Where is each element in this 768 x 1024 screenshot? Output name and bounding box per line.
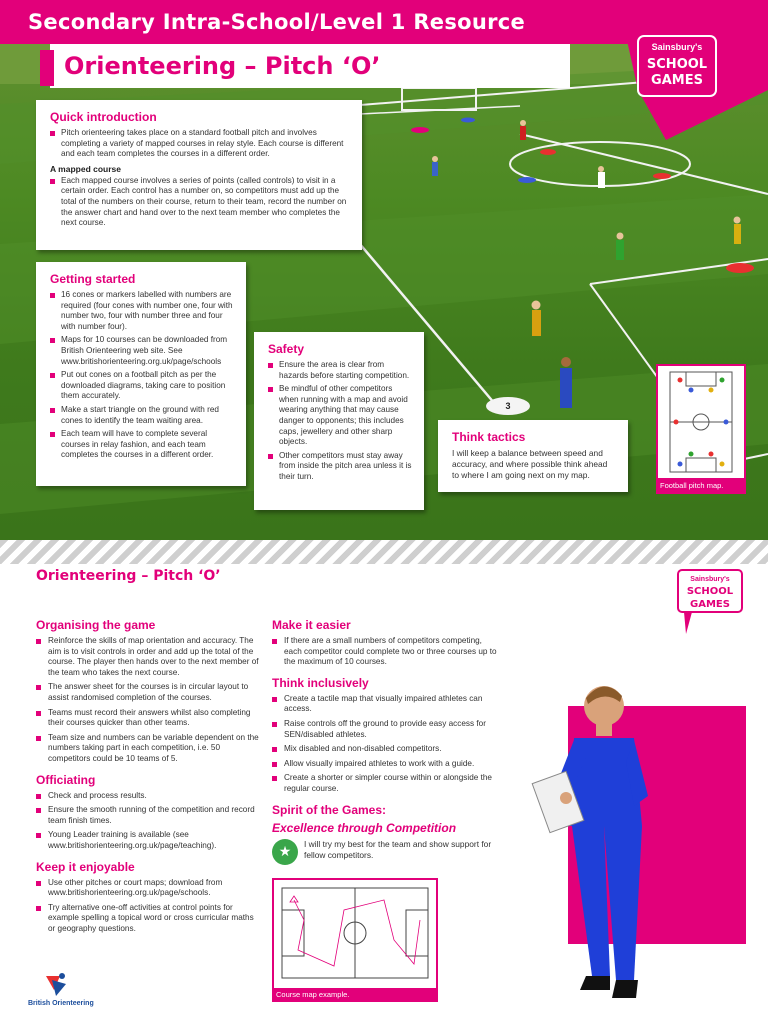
- player-figure: [616, 233, 624, 261]
- spirit-text: I will try my best for the team and show support for fellow competitors.: [304, 838, 492, 860]
- safety-box: [254, 332, 424, 510]
- logo-line2-small: GAMES: [690, 599, 730, 610]
- spirit-row: [272, 839, 498, 865]
- think-inclusively-item: Create a tactile map that visually impaired athletes can access.: [272, 694, 498, 715]
- officiating-item: Check and process results.: [36, 791, 262, 802]
- think-inclusively-item: Create a shorter or simpler course within or alongside the regular course.: [272, 773, 498, 794]
- keep-enjoyable-item: Try alternative one-off activities at control points for example spelling a topical word or cross curricular maths or geography questions.: [36, 903, 262, 935]
- player-figure: [560, 357, 572, 408]
- organising-item: Teams must record their answers whilst also completing their courses quicker than other teams.: [36, 708, 262, 729]
- player-figure: [598, 166, 605, 188]
- keep-enjoyable-item: Use other pitches or court maps; download from www.britishorienteering.org.uk/page/schools.: [36, 878, 262, 899]
- keep-enjoyable-heading: Keep it enjoyable: [36, 859, 135, 874]
- british-orienteering-label: British Orienteering: [28, 1000, 94, 1007]
- athlete-with-map-illustration: [530, 676, 680, 1006]
- left-column: [36, 618, 262, 938]
- player-figure: [734, 217, 742, 245]
- course-map-example: [272, 878, 438, 1002]
- quick-intro-heading: Quick introduction: [50, 110, 157, 124]
- think-tactics-text: I will keep a balance between speed and accuracy, and where possible think ahead to where I am going next on my map.: [452, 448, 608, 480]
- safety-heading: Safety: [268, 342, 305, 356]
- organising-item: Reinforce the skills of map orientation and accuracy. The aim is to visit controls in order and add up the total of the course. The player then hands over to the next member of the team who takes the next course.: [36, 636, 262, 678]
- officiating-heading: Officiating: [36, 772, 96, 787]
- spirit-of-games-icon: ★: [272, 839, 298, 865]
- quick-intro-box: [36, 100, 362, 250]
- section-divider: [0, 540, 768, 564]
- mapped-course-heading: A mapped course: [50, 163, 122, 174]
- school-games-logo: [618, 0, 768, 160]
- officiating-item: Young Leader training is available (see www.britishorienteering.org.uk/page/teaching).: [36, 830, 262, 851]
- section-title: Orienteering – Pitch ‘O’: [36, 568, 221, 584]
- logo-brand-small: Sainsbury's: [690, 576, 730, 583]
- pitch-map-caption: Football pitch map.: [656, 478, 746, 494]
- spirit-subheading: Excellence through Competition: [272, 820, 457, 835]
- getting-started-item: 16 cones or markers labelled with numbers are required (four cones with number one, four with number two, four with number three and four with number four).: [50, 290, 234, 332]
- officiating-item: Ensure the smooth running of the competition and record team finish times.: [36, 805, 262, 826]
- page-title: Orienteering – Pitch ‘O’: [64, 52, 381, 80]
- safety-item: Other competitors must stay away from inside the pitch area unless it is their turn.: [268, 451, 412, 483]
- cone-number: 3: [505, 401, 511, 411]
- player-figure: [432, 156, 438, 176]
- getting-started-item: Make a start triangle on the ground with red cones to identify the team waiting area.: [50, 405, 234, 426]
- school-games-logo-small: [676, 568, 746, 638]
- think-inclusively-item: Raise controls off the ground to provide easy access for SEN/disabled athletes.: [272, 719, 498, 740]
- organising-item: The answer sheet for the courses is in circular layout to assist randomised completion of the courses.: [36, 682, 262, 703]
- quick-intro-item: Pitch orienteering takes place on a standard football pitch and involves completing a variety of mapped courses in relay style. Each course is different and each team completes the courses in a different order.: [50, 128, 350, 160]
- football-pitch-map: [656, 364, 746, 494]
- organising-heading: Organising the game: [36, 618, 156, 632]
- mapped-course-item: Each mapped course involves a series of points (called controls) to visit in a certain order. Each control has a number on, so competitors must add up the total of the numbers on their course, return to their team, record the number on the answer chart and hand over to the next team member who completes the next course.: [50, 176, 350, 229]
- logo-line2: GAMES: [651, 73, 703, 88]
- logo-line1-small: SCHOOL: [686, 586, 734, 597]
- middle-column: [272, 618, 498, 865]
- logo-line1: SCHOOL: [646, 57, 708, 72]
- think-inclusively-heading: Think inclusively: [272, 675, 369, 690]
- think-tactics-heading: Think tactics: [452, 430, 526, 444]
- course-map-diagram: [274, 880, 436, 986]
- getting-started-item: Put out cones on a football pitch as per the downloaded diagrams, taking care to position them accurately.: [50, 370, 234, 402]
- make-easier-item: If there are a small numbers of competitors competing, each competitor could complete two or three courses up to the maximum of 10 courses.: [272, 636, 498, 668]
- pitch-map-diagram: [658, 366, 744, 478]
- getting-started-item: Each team will have to complete several courses in relay fashion, and each team completes the courses in a different order.: [50, 429, 234, 461]
- player-figure: [532, 301, 542, 337]
- think-tactics-box: [438, 420, 628, 492]
- getting-started-heading: Getting started: [50, 272, 136, 286]
- spirit-heading: Spirit of the Games:: [272, 802, 387, 817]
- think-inclusively-item: Allow visually impaired athletes to work with a guide.: [272, 759, 498, 770]
- logo-brand: Sainsbury's: [651, 42, 703, 52]
- make-easier-heading: Make it easier: [272, 618, 351, 632]
- safety-item: Ensure the area is clear from hazards before starting competition.: [268, 360, 412, 381]
- safety-item: Be mindful of other competitors when running with a map and avoid wearing anything that may cause danger to opponents; this includes caps, jewellery and other sharp objects.: [268, 384, 412, 448]
- getting-started-box: [36, 262, 246, 486]
- player-figure: [520, 120, 526, 140]
- course-map-caption: Course map example.: [272, 988, 438, 1002]
- think-inclusively-item: Mix disabled and non-disabled competitors.: [272, 744, 498, 755]
- title-accent: [40, 50, 54, 86]
- resource-level-label: Secondary Intra-School/Level 1 Resource: [28, 10, 526, 34]
- getting-started-item: Maps for 10 courses can be downloaded from British Orienteering web site. See www.britishorienteering.org.uk/page/schools: [50, 335, 234, 367]
- organising-item: Team size and numbers can be variable dependent on the numbers taking part in each competition, i.e. 50 competitors could be 10 teams of 5.: [36, 733, 262, 765]
